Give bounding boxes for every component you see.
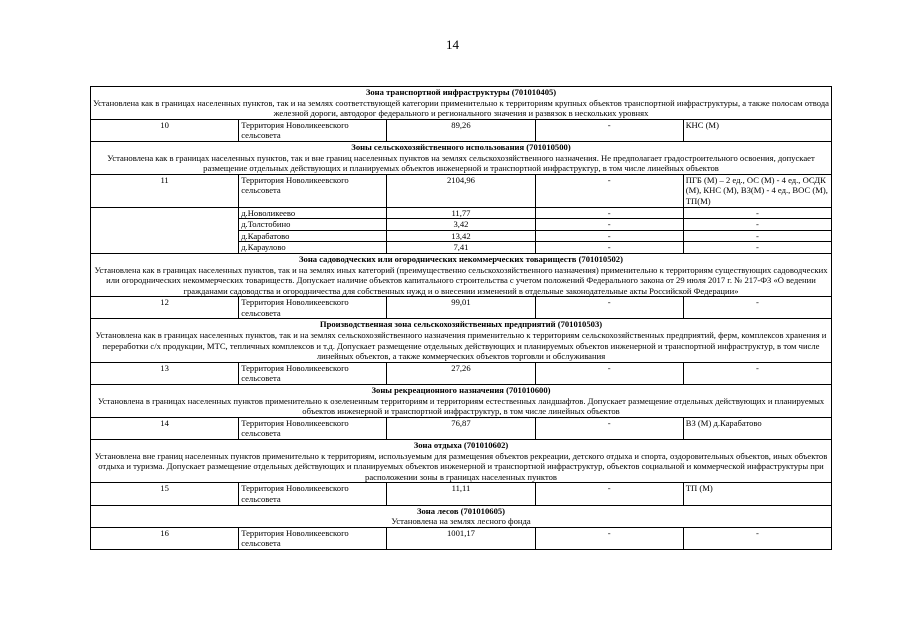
row-number [91, 219, 239, 231]
area-value: 1001,17 [387, 527, 535, 549]
zone-header-cell [91, 87, 832, 120]
zone-header-cell [91, 253, 832, 296]
table-row [91, 242, 832, 254]
proposal-value: - [535, 417, 683, 439]
objects-value: КНС (М) [683, 119, 831, 141]
zone-header-cell [91, 505, 832, 527]
objects-value: - [683, 297, 831, 319]
territory-name: д.Толстобино [239, 219, 387, 231]
area-value: 11,11 [387, 483, 535, 505]
zone-title: Зона отдыха (701010602) [413, 440, 509, 450]
zone-title: Зоны рекреационного назначения (701010600) [371, 385, 551, 396]
zone-header-row [91, 319, 832, 362]
territory-name: Территория Новоликеевского сельсовета [239, 362, 387, 384]
zone-description: Установлена как в границах населенных пунктов, так и на землях иных категорий (преимущественно сельскохозяйственного назначения) применительно к территориям существующих садоводческих или огороднических некоммерческих товариществ. Допускает наличие объектов капитального строительства с учетом положений Федерального закона от 29 июля 2017 г. № 217-ФЗ «О ведении гражданами садоводства и огородничества для собственных нужд и о внесении изменений в отдельные законодательные акты Российской Федерации» [94, 264, 828, 296]
proposal-value: - [535, 362, 683, 384]
zone-header-row [91, 440, 832, 483]
table-row [91, 297, 832, 319]
area-value: 11,77 [387, 207, 535, 219]
territory-name: Территория Новоликеевского сельсовета [239, 483, 387, 505]
zone-description: Установлена как в границах населенных пунктов, так и на землях соответствующей категории применительно к территориям крупных объектов транспортной инфраструктуры, а также полосам отвода железной дороги, автодорог федерального и регионального значения и развязок в нескольких уровнях [93, 97, 829, 119]
proposal-value: - [535, 174, 683, 207]
row-number: 13 [91, 362, 239, 384]
table-row [91, 219, 832, 231]
zone-title: Зона лесов (701010605) [416, 505, 506, 516]
zone-header-cell [91, 141, 832, 174]
zone-title: Производственная зона сельскохозяйственных предприятий (701010503) [319, 319, 603, 330]
zone-header-row [91, 505, 832, 527]
territory-name: Территория Новоликеевского сельсовета [239, 527, 387, 549]
area-value: 27,26 [387, 362, 535, 384]
zone-description: Установлена на землях лесного фонда [391, 516, 531, 527]
proposal-value: - [535, 527, 683, 549]
proposal-value: - [535, 297, 683, 319]
zone-header-row [91, 141, 832, 174]
zone-title: Зона садоводческих или огороднических некоммерческих товариществ (701010502) [299, 253, 623, 264]
row-number [91, 230, 239, 242]
objects-value: - [683, 527, 831, 549]
objects-value: ТП (М) [683, 483, 831, 505]
row-number [91, 207, 239, 219]
table-row [91, 362, 832, 384]
territory-name: д.Новоликеево [239, 207, 387, 219]
proposal-value: - [535, 119, 683, 141]
objects-value: - [683, 362, 831, 384]
row-number: 14 [91, 417, 239, 439]
area-value: 89,26 [387, 119, 535, 141]
territory-name: Территория Новоликеевского сельсовета [239, 174, 387, 207]
objects-value: - [683, 207, 831, 219]
functional-zones-table [90, 86, 832, 550]
objects-value: - [683, 242, 831, 254]
zone-header-row [91, 253, 832, 296]
objects-value: ВЗ (М) д.Карабатово [683, 417, 831, 439]
table-row [91, 417, 832, 439]
row-number: 16 [91, 527, 239, 549]
area-value: 13,42 [387, 230, 535, 242]
proposal-value: - [535, 219, 683, 231]
objects-value: ПГБ (М) – 2 ед., ОС (М) - 4 ед., ОСДК (М), КНС (М), ВЗ(М) - 4 ед., ВОС (М), ТП(М) [683, 174, 831, 207]
zone-description: Установлена как в границах населенных пунктов, так и вне границ населенных пунктов на землях сельскохозяйственного назначения. Не предполагает градостроительного освоения, допускает размещение отдельных действующих и планируемых объектов инженерной и транспортной инфраструктур, в том числе линейных объектов [107, 152, 815, 174]
zone-description: Установлена в границах населенных пунктов применительно к озелененным территориям и территориям естественных ландшафтов. Допускает размещение отдельных действующих и планируемых объектов инженерной и транспортной инфраструктур, в том числе линейных объектов [97, 395, 825, 417]
area-value: 99,01 [387, 297, 535, 319]
proposal-value: - [535, 207, 683, 219]
area-value: 7,41 [387, 242, 535, 254]
territory-name: Территория Новоликеевского сельсовета [239, 297, 387, 319]
objects-value: - [683, 230, 831, 242]
row-number: 10 [91, 119, 239, 141]
area-value: 2104,96 [387, 174, 535, 207]
table-row [91, 119, 832, 141]
table-row [91, 230, 832, 242]
zone-header-row [91, 87, 832, 120]
territory-name: Территория Новоликеевского сельсовета [239, 119, 387, 141]
table-row [91, 174, 832, 207]
zone-header-cell [91, 385, 832, 418]
zone-description: Установлена как в границах населенных пунктов, так и на землях сельскохозяйственного назначения применительно к территориям сельскохозяйственных предприятий, ферм, комплексов хранения и переработки с/х продукции, МТС, тепличных комплексов и т.д. Допускает размещение отдельных действующих и планируемых объектов инженерной и транспортной инфраструктур, в том числе линейных объектов, а также коммерческих объектов торговли и обслуживания [95, 330, 827, 362]
area-value: 3,42 [387, 219, 535, 231]
table-row [91, 207, 832, 219]
zone-title: Зона транспортной инфраструктуры (701010405) [365, 87, 557, 97]
territory-name: д.Карабатово [239, 230, 387, 242]
zone-header-cell [91, 319, 832, 362]
table-row [91, 527, 832, 549]
territory-name: д.Караулово [239, 242, 387, 254]
row-number: 12 [91, 297, 239, 319]
row-number: 11 [91, 174, 239, 207]
zone-header-cell [91, 440, 832, 483]
area-value: 76,87 [387, 417, 535, 439]
zone-header-row [91, 385, 832, 418]
proposal-value: - [535, 242, 683, 254]
objects-value: - [683, 219, 831, 231]
page-number: 14 [446, 37, 459, 52]
zone-description: Установлена вне границ населенных пунктов применительно к территориям, используемым для размещения объектов рекреации, детского отдыха и спорта, оздоровительных объектов, иных объектов отдыха и туризма. Допускает размещение отдельных действующих и планируемых объектов инженерной и транспортной инфраструктур, объектов социальной и коммерческой инфраструктуры при расположении зоны в границах населенных пунктов [94, 450, 828, 482]
row-number: 15 [91, 483, 239, 505]
proposal-value: - [535, 483, 683, 505]
zone-title: Зоны сельскохозяйственного использования (701010500) [351, 141, 571, 152]
territory-name: Территория Новоликеевского сельсовета [239, 417, 387, 439]
proposal-value: - [535, 230, 683, 242]
row-number [91, 242, 239, 254]
table-row [91, 483, 832, 505]
